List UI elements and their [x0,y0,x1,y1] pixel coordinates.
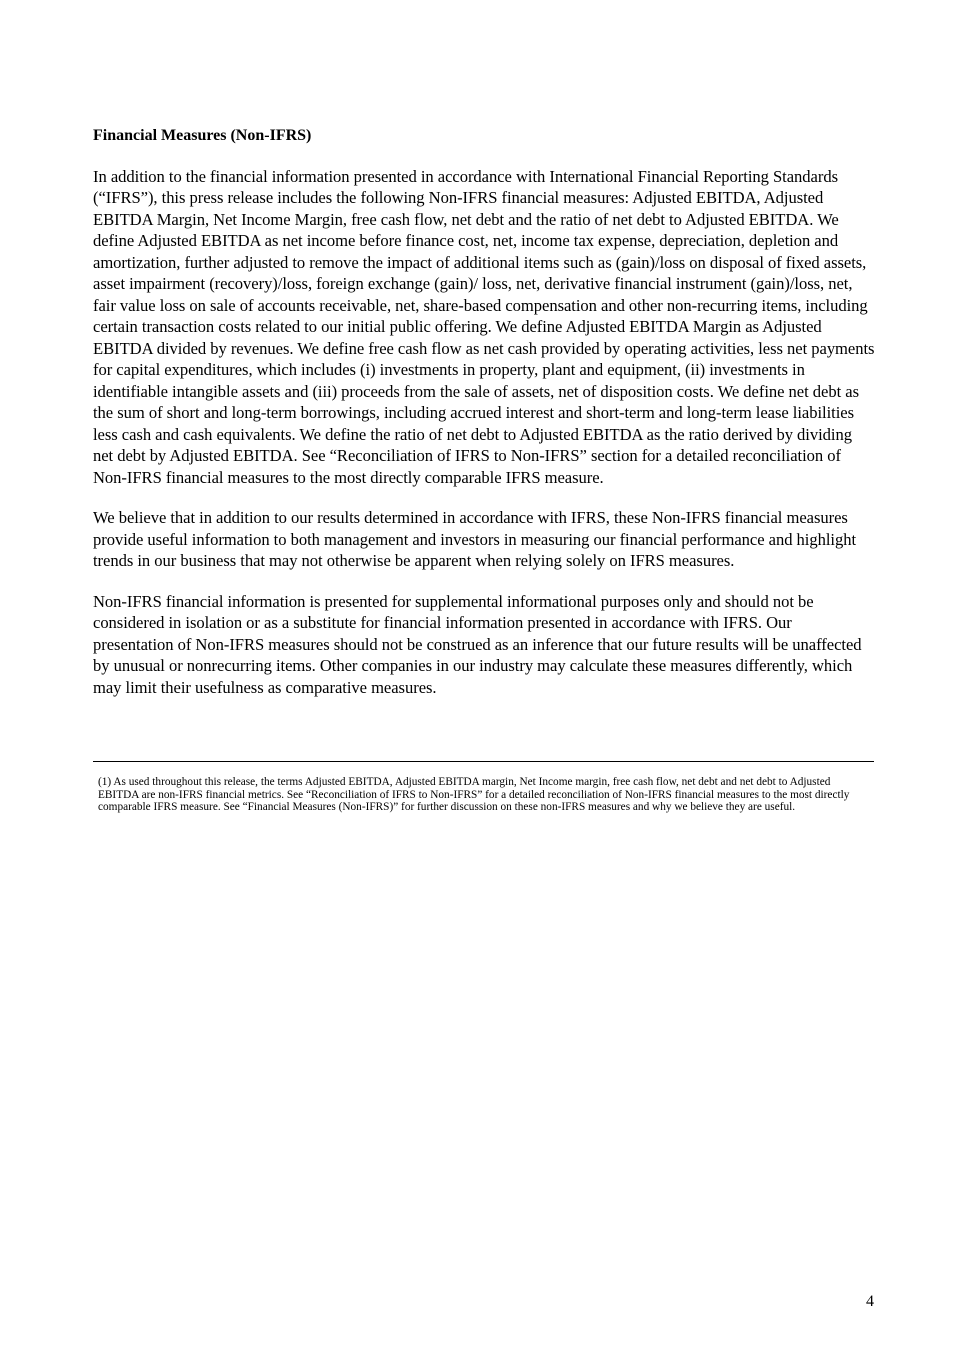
paragraph-definitions: In addition to the financial information presented in accordance with International Financial Reporting Standards (“IFRS”), this press release includes the following Non-IFRS financial measures: Adjusted EBITDA, Adjusted EBITDA Margin, Net Income Margin, free cash flow, net debt and the ratio of net debt to Adjusted EBITDA. We define Adjusted EBITDA as net income before finance cost, net, income tax expense, depreciation, depletion and amortization, further adjusted to remove the impact of additional items such as (gain)/loss on disposal of fixed assets, asset impairment (recovery)/loss, foreign exchange (gain)/ loss, net, derivative financial instrument (gain)/loss, net, fair value loss on sale of accounts receivable, net, share-based compensation and other non-recurring items, including certain transaction costs related to our initial public offering. We define Adjusted EBITDA Margin as Adjusted EBITDA divided by revenues. We define free cash flow as net cash provided by operating activities, less net payments for capital expenditures, which includes (i) investments in property, plant and equipment, (ii) investments in identifiable intangible assets and (iii) proceeds from the sale of assets, net of disposition costs. We define net debt as the sum of short and long-term borrowings, including accrued interest and short-term and long-term lease liabilities less cash and cash equivalents. We define the ratio of net debt to Adjusted EBITDA as the ratio derived by dividing net debt by Adjusted EBITDA. See “Reconciliation of IFRS to Non-IFRS” section for a detailed reconciliation of Non-IFRS financial measures to the most directly comparable IFRS measure. [93,166,875,487]
footnote: (1) As used throughout this release, the terms Adjusted EBITDA, Adjusted EBITDA margin, Net Income margin, free cash flow, net debt and net debt to Adjusted EBITDA are non-IFRS financial metrics. See “Reconciliation of IFRS to Non-IFRS” for a detailed reconciliation of Non-IFRS financial measures to the most directly comparable IFRS measure. See “Financial Measures (Non-IFRS)” for further discussion on these non-IFRS measures and why we believe they are useful. [98,776,850,813]
footnote-divider [93,761,874,762]
paragraph-limitations: Non-IFRS financial information is presented for supplemental informational purposes only and should not be considered in isolation or as a substitute for financial information presented in accordance with IFRS. Our presentation of Non-IFRS measures should not be construed as an inference that our future results will be unaffected by unusual or nonrecurring items. Other companies in our industry may calculate these measures differently, which may limit their usefulness as comparative measures. [93,591,862,697]
paragraph-usefulness: We believe that in addition to our results determined in accordance with IFRS, these Non-IFRS financial measures provide useful information to both management and investors in measuring our financial performance and highlight trends in our business that may not otherwise be apparent when relying solely on IFRS measures. [93,508,857,570]
page-number: 4 [866,1293,874,1310]
main-content [93,125,875,717]
section-heading: Financial Measures (Non-IFRS) [93,127,312,144]
